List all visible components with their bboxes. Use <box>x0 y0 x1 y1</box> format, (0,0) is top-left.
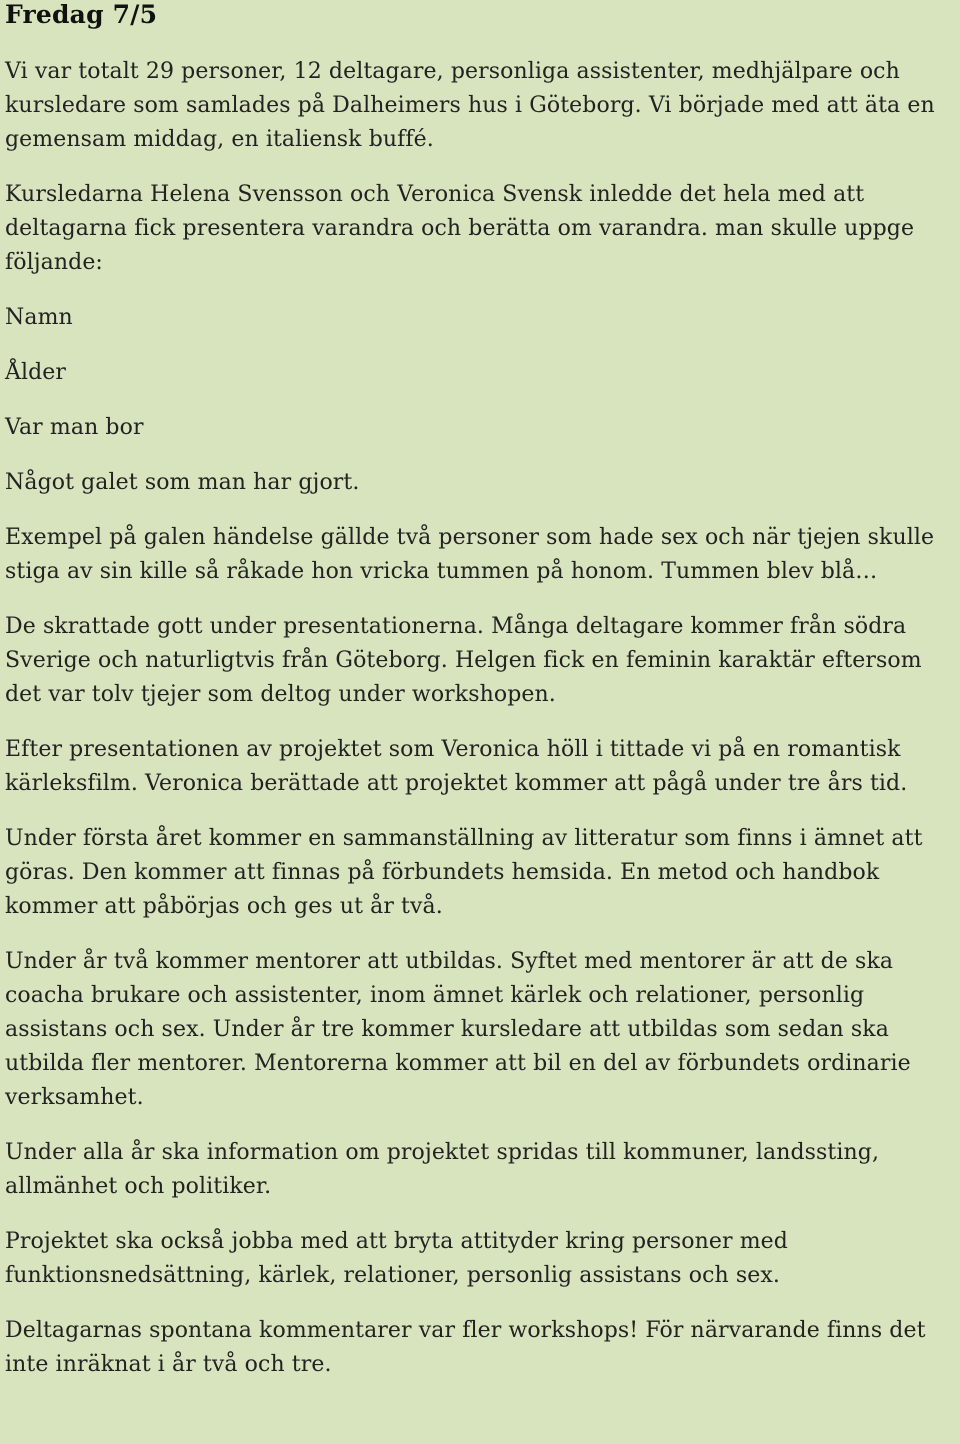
paragraph-project-presentation: Efter presentationen av projektet som Veronica höll i tittade vi på en romantisk kärleksfilm. Veronica berättade att projektet kommer att pågå under tre års tid. <box>5 737 908 796</box>
list-item-residence: Var man bor <box>5 415 144 440</box>
paragraph-course-leaders: Kursledarna Helena Svensson och Veronica Svensk inledde det hela med att deltagarna fick presentera varandra och berätta om varandra. man skulle uppge följande: <box>5 182 915 275</box>
paragraph-attitudes: Projektet ska också jobba med att bryta attityder kring personer med funktionsnedsättning, kärlek, relationer, personlig assistans och sex. <box>5 1229 788 1288</box>
page-heading: Fredag 7/5 <box>5 0 158 29</box>
paragraph-presentations: De skrattade gott under presentationerna. Många deltagare kommer från södra Sverige och naturligtvis från Göteborg. Helgen fick en feminin karaktär eftersom det var tolv tjejer som deltog under workshopen. <box>5 614 922 707</box>
paragraph-comments: Deltagarnas spontana kommentarer var fler workshops! För närvarande finns det inte inräknat i år två och tre. <box>5 1318 926 1377</box>
paragraph-intro: Vi var totalt 29 personer, 12 deltagare, personliga assistenter, medhjälpare och kursledare som samlades på Dalheimers hus i Göteborg. Vi började med att äta en gemensam middag, en italiensk buffé. <box>5 59 935 152</box>
paragraph-year-two-three: Under år två kommer mentorer att utbildas. Syftet med mentorer är att de ska coacha brukare och assistenter, inom ämnet kärlek och relationer, personlig assistans och sex. Under år tre kommer kursledare att utbildas som sedan ska utbilda fler mentorer. Mentorerna kommer att bil en del av förbundets ordinarie verksamhet. <box>5 949 911 1110</box>
paragraph-year-one: Under första året kommer en sammanställning av litteratur som finns i ämnet att göras. Den kommer att finnas på förbundets hemsida. En metod och handbok kommer att påbörjas och ges ut år två. <box>5 826 923 919</box>
paragraph-information: Under alla år ska information om projektet spridas till kommuner, landssting, allmänhet och politiker. <box>5 1140 880 1199</box>
list-item-crazy-thing: Något galet som man har gjort. <box>5 470 360 495</box>
list-item-name: Namn <box>5 305 73 330</box>
list-item-age: Ålder <box>5 360 67 385</box>
paragraph-example: Exempel på galen händelse gällde två personer som hade sex och när tjejen skulle stiga av sin kille så råkade hon vricka tummen på honom. Tummen blev blå… <box>5 525 935 584</box>
